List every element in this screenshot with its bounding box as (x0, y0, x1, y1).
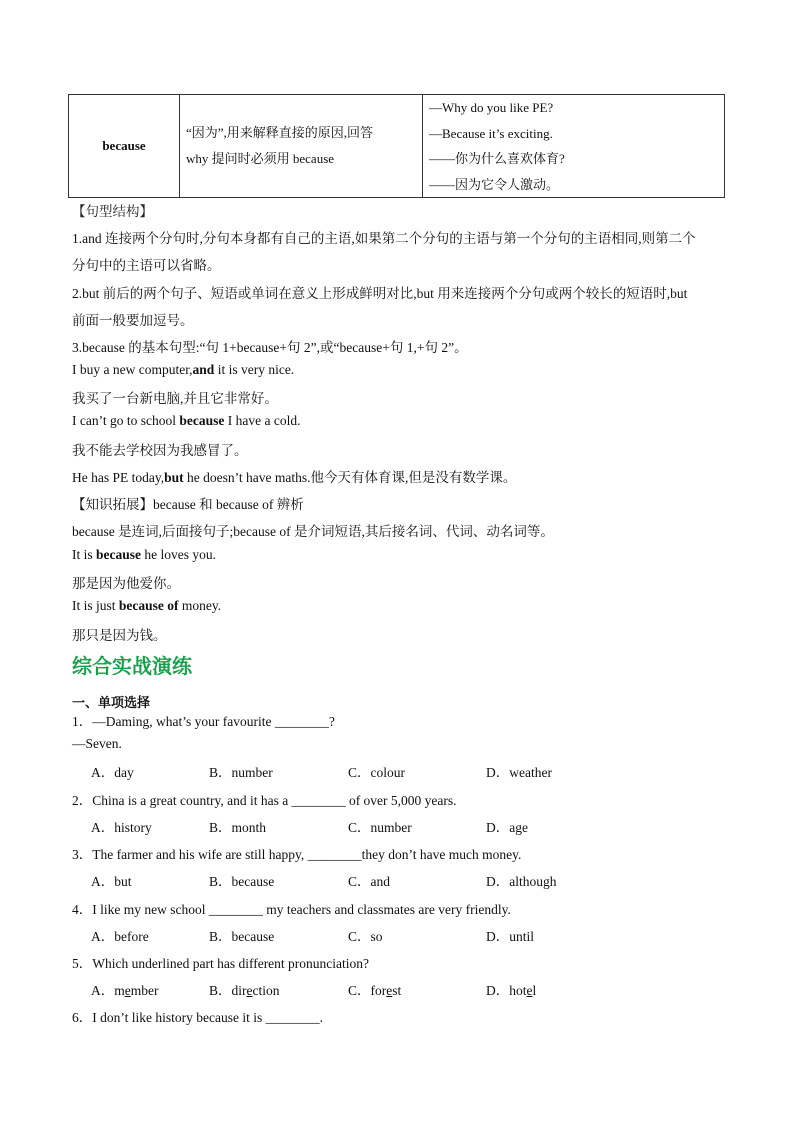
example-line-1: —Why do you like PE? (429, 100, 554, 115)
keyword-because: because (179, 413, 225, 428)
keyword-but: but (164, 470, 184, 485)
section-title: 一、单项选择 (72, 695, 151, 710)
example-text: he loves you. (141, 547, 217, 562)
option-d[interactable]: D．until (486, 929, 535, 944)
keyword-because-of: because of (118, 598, 179, 613)
word-cell: because (69, 95, 180, 198)
example-line-3: ——你为什么喜欢体育? (429, 151, 565, 166)
option-text: ction (252, 983, 280, 998)
example-text: It is just (72, 598, 119, 613)
definition-table (68, 94, 725, 198)
extension-example-1-translation: 那是因为他爱你。 (72, 576, 180, 591)
option-d[interactable]: D．age (486, 820, 528, 835)
question-4: 4．I like my new school ________ my teachers and classmates are very friendly. (72, 902, 511, 917)
option-a[interactable]: A．history (91, 820, 152, 835)
option-b[interactable] (209, 979, 280, 999)
option-a[interactable]: A．day (91, 765, 134, 780)
question-6: 6．I don’t like history because it is ________. (72, 1010, 323, 1025)
option-c[interactable]: C．number (348, 820, 412, 835)
example-line-2: —Because it’s exciting. (429, 125, 553, 141)
example-but (72, 466, 516, 486)
option-b[interactable]: B．because (209, 874, 275, 889)
question-5: 5．Which underlined part has different pronunciation? (72, 956, 370, 971)
underlined-letter: e (124, 983, 131, 998)
structure-p2-line2: 前面一般要加逗号。 (72, 313, 194, 328)
option-text: D．hot (486, 983, 527, 998)
example-text: It is (72, 547, 97, 562)
extension-example-2 (72, 598, 221, 614)
keyword-because: because (96, 547, 142, 562)
practice-title: 综合实战演练 (72, 654, 192, 678)
extension-example-1 (72, 547, 216, 563)
option-b[interactable]: B．because (209, 929, 275, 944)
example-and (72, 362, 294, 378)
explanation-line-2: why 提问时必须用 because (186, 151, 335, 166)
option-c[interactable]: C．so (348, 929, 383, 944)
option-c[interactable]: C．and (348, 874, 390, 889)
option-text: mber (130, 983, 159, 998)
option-d[interactable] (486, 979, 536, 999)
option-a[interactable] (91, 979, 159, 999)
option-b[interactable]: B．month (209, 820, 267, 835)
example-text: I buy a new computer, (72, 362, 193, 377)
extension-example-2-translation: 那只是因为钱。 (72, 628, 167, 643)
question-1-reply: —Seven. (72, 736, 122, 751)
example-text: I can’t go to school (72, 413, 180, 428)
option-text: B．dir (209, 983, 247, 998)
example-text: money. (178, 598, 222, 613)
option-text: A．m (91, 983, 125, 998)
option-b[interactable]: B．number (209, 765, 273, 780)
example-line-4: ——因为它令人激动。 (429, 176, 560, 192)
structure-p1-line2: 分句中的主语可以省略。 (72, 258, 221, 273)
example-cell (423, 95, 725, 198)
option-a[interactable]: A．but (91, 874, 132, 889)
structure-p1-line1: 1.and 连接两个分句时,分句本身都有自己的主语,如果第二个分句的主语与第一个分句的主语相同,则第二个 (72, 231, 696, 246)
option-text: st (392, 983, 402, 998)
keyword-and: and (192, 362, 215, 377)
explanation-cell (180, 95, 423, 198)
option-a[interactable]: A．before (91, 929, 149, 944)
example-text: I have a cold. (224, 413, 301, 428)
underlined-letter: e (526, 983, 533, 998)
question-1: 1．—Daming, what’s your favourite ________? (72, 714, 335, 729)
question-2: 2．China is a great country, and it has a ________ of over 5,000 years. (72, 793, 457, 808)
structure-heading: 【句型结构】 (72, 204, 153, 219)
underlined-letter: e (246, 983, 253, 998)
extension-desc: because 是连词,后面接句子;because of 是介词短语,其后接名词、代词、动名词等。 (72, 524, 554, 539)
extension-heading-topic: because 和 because of 辨析 (153, 497, 304, 512)
example-because (72, 413, 300, 429)
example-and-translation: 我买了一台新电脑,并且它非常好。 (72, 391, 278, 406)
option-text: C．for (348, 983, 387, 998)
extension-heading-label: 【知识拓展】 (72, 497, 153, 512)
example-text: it is very nice. (214, 362, 295, 377)
example-because-translation: 我不能去学校因为我感冒了。 (72, 443, 248, 458)
option-d[interactable]: D．weather (486, 765, 552, 780)
question-3: 3．The farmer and his wife are still happy, ________they don’t have much money. (72, 847, 522, 862)
extension-heading (72, 493, 304, 513)
option-text: l (532, 983, 537, 998)
table-row (69, 95, 725, 198)
option-d[interactable]: D．although (486, 874, 557, 889)
option-c[interactable]: C．colour (348, 765, 405, 780)
explanation-line-1: “因为”,用来解释直接的原因,回答 (186, 125, 374, 140)
option-c[interactable] (348, 979, 401, 999)
structure-p3: 3.because 的基本句型:“句 1+because+句 2”,或“because+句 1,+句 2”。 (72, 340, 468, 355)
structure-p2-line1: 2.but 前后的两个句子、短语或单词在意义上形成鲜明对比,but 用来连接两个分句或两个较长的短语时,but (72, 286, 688, 301)
underlined-letter: e (386, 983, 393, 998)
example-text: He has PE today, (72, 470, 165, 485)
example-text: he doesn’t have maths.他今天有体育课,但是没有数学课。 (183, 470, 517, 485)
